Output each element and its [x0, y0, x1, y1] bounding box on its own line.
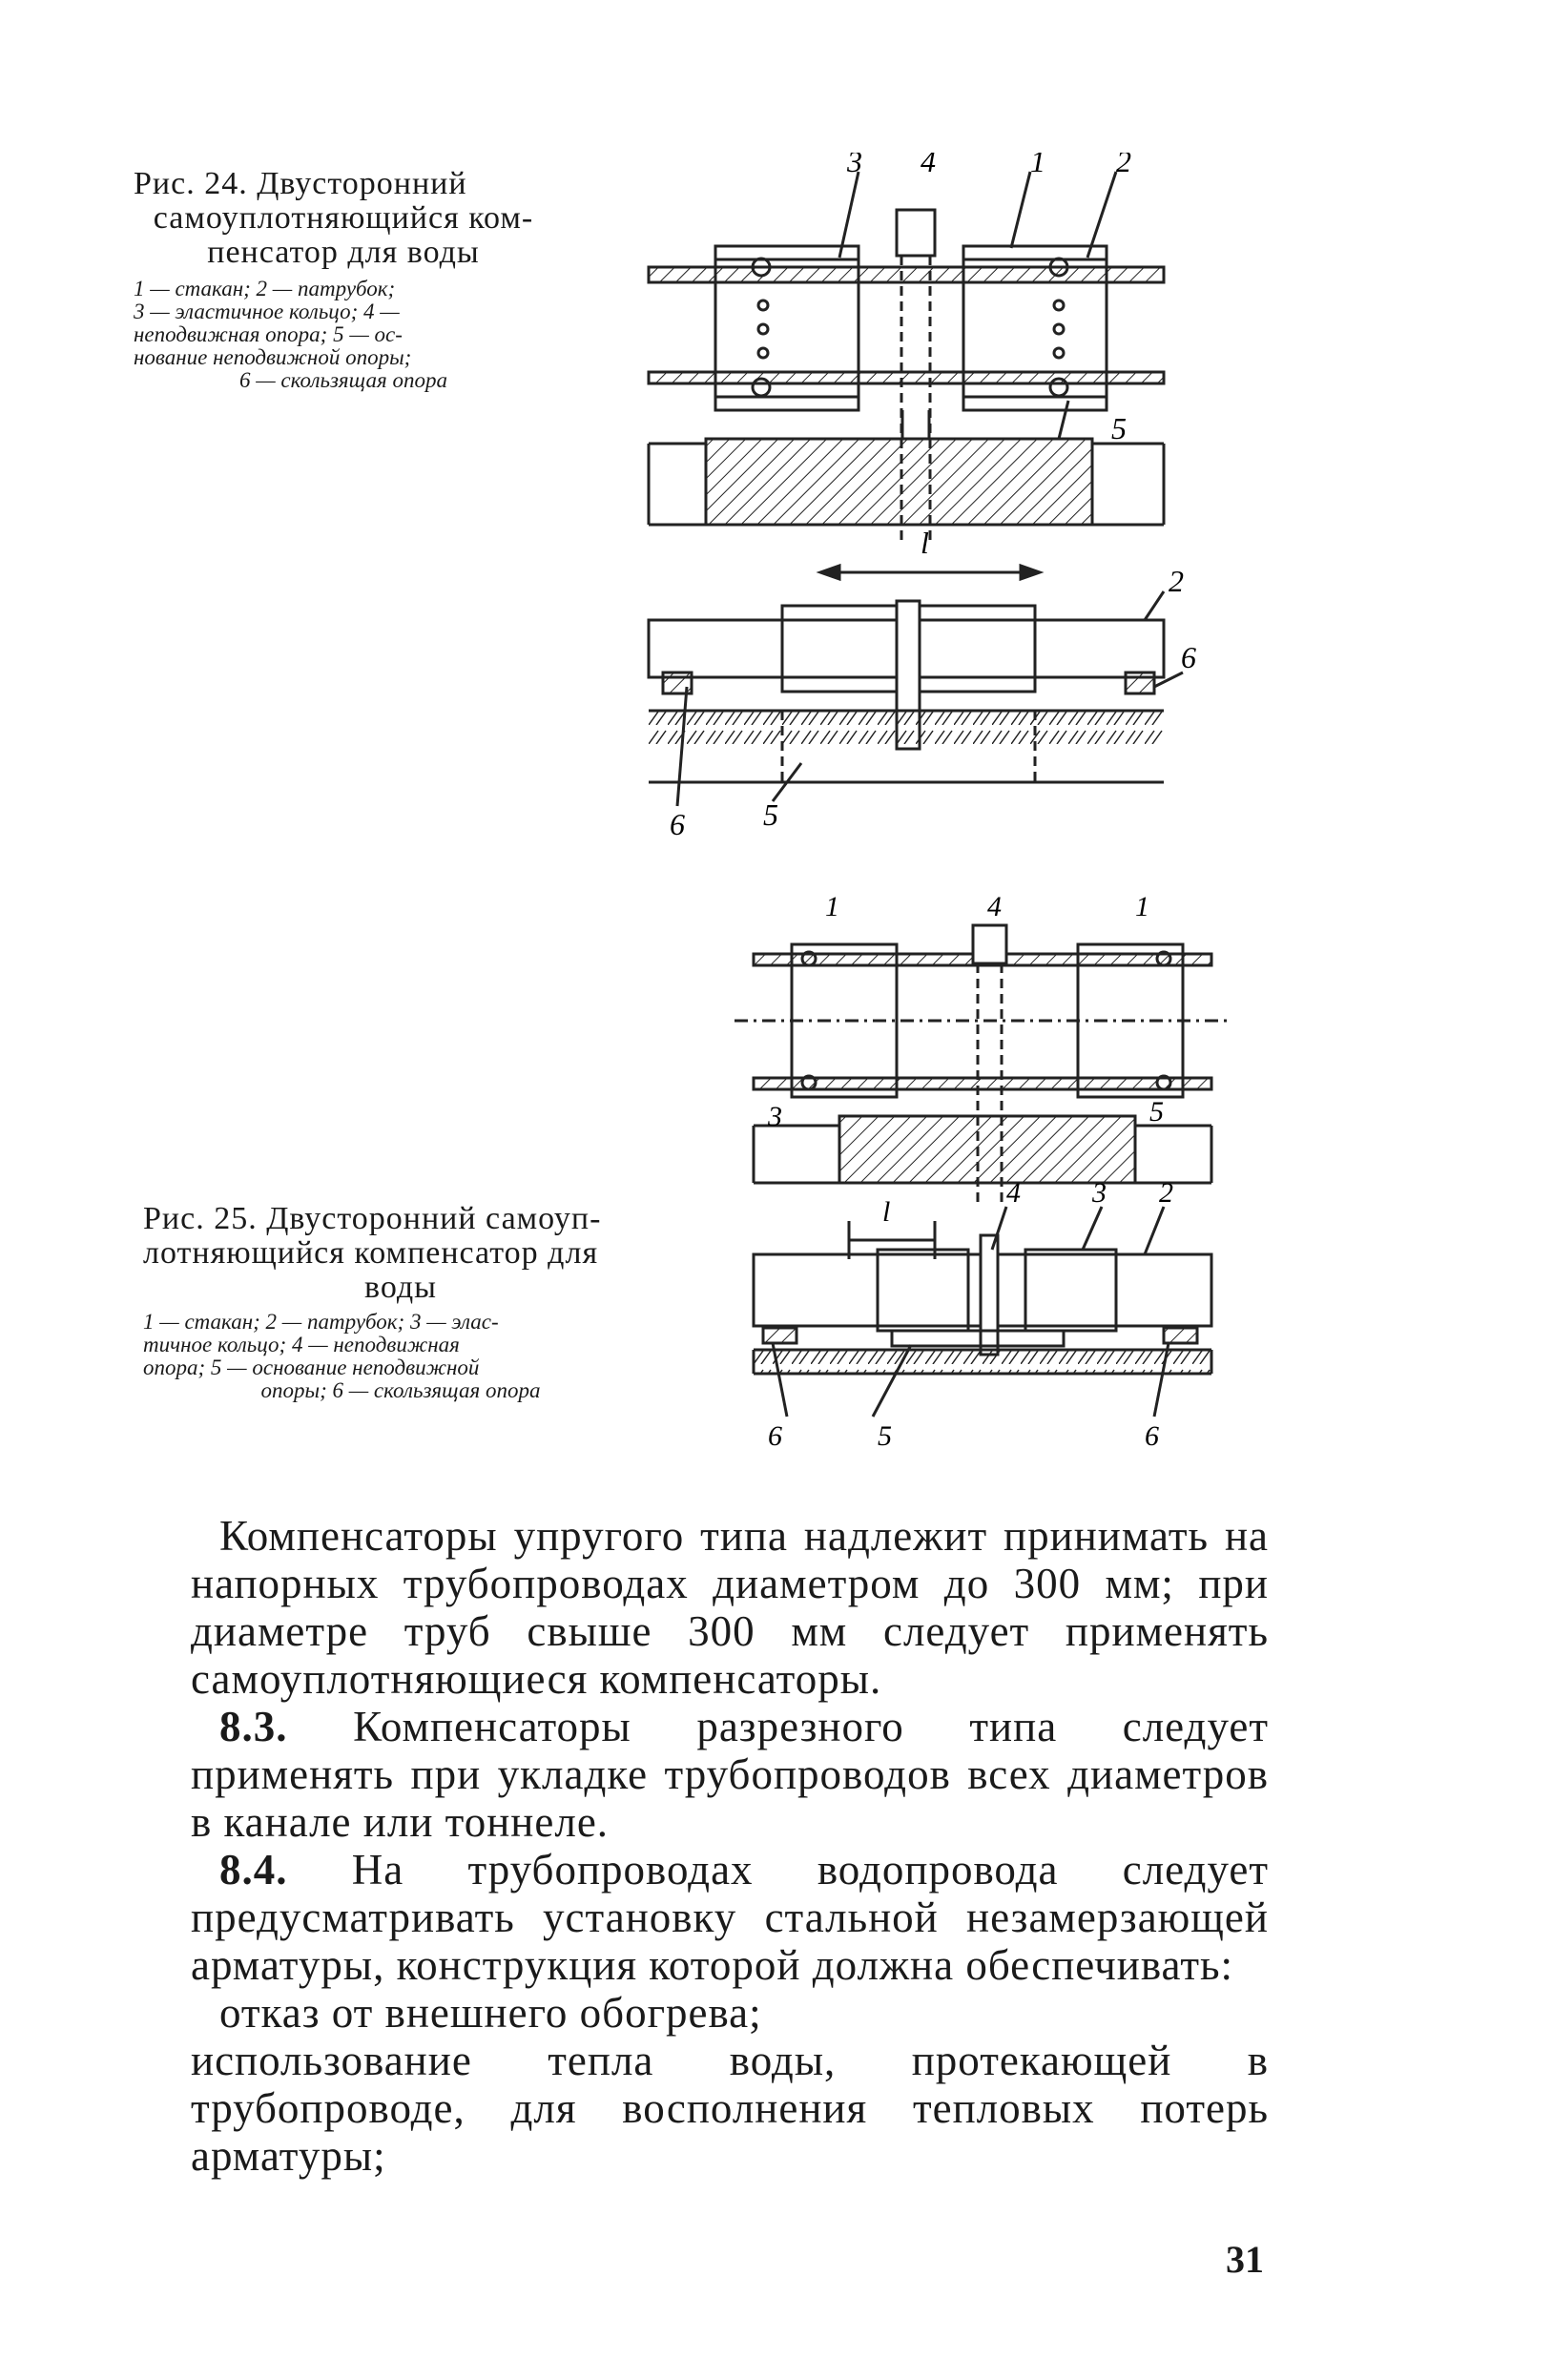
- figure-25-label-4: 4: [987, 891, 1002, 922]
- paragraph: [191, 1512, 1269, 1703]
- figure-24-label-3: 3: [847, 153, 862, 178]
- figure-24-label-4: 4: [921, 153, 936, 178]
- figure-24-caption: [134, 167, 553, 392]
- figure-24-legend-line: неподвижная опора; 5 — ос-: [134, 322, 403, 346]
- figure-25-label-6: 6: [768, 1420, 782, 1452]
- page-number: 31: [1226, 2238, 1264, 2281]
- figure-24-label-5: 5: [1111, 411, 1127, 445]
- figure-24-legend-line: 3 — эластичное кольцо; 4 —: [134, 300, 400, 323]
- paragraph: [191, 1703, 1269, 1846]
- paragraph-text: Компенсаторы разрезного типа следует применять при укладке трубопроводов всех диаметров в канале или тоннеле.: [191, 1703, 1269, 1846]
- clause-number: 8.3.: [219, 1703, 288, 1750]
- figure-24-label-6-bottom: 6: [670, 807, 685, 839]
- figure-24-legend-line: нование неподвижной опоры;: [134, 345, 412, 369]
- figure-24-title-line: Рис. 24. Двусторонний: [134, 166, 467, 201]
- figure-25-label-1-right: 1: [1135, 891, 1149, 922]
- figure-24-title-line: самоуплотняющийся ком-: [153, 200, 534, 236]
- figure-25-title-line: лотняющийся компенсатор для: [143, 1235, 599, 1271]
- figure-25-title-line: воды: [364, 1270, 437, 1305]
- figure-24-label-5-bottom: 5: [763, 797, 778, 832]
- figure-25-drawing: [735, 887, 1231, 1459]
- figure-24-label-2: 2: [1116, 153, 1131, 178]
- paragraph-text: отказ от внешнего обогрева;: [219, 1989, 762, 2037]
- figure-25-label-4-side: 4: [1006, 1177, 1021, 1209]
- figure-25-label-l: l: [882, 1196, 891, 1228]
- figure-25-label-5-bottom: 5: [878, 1420, 892, 1452]
- figure-25-legend-line: тичное кольцо; 4 — неподвижная: [143, 1333, 460, 1356]
- figure-25-label-3: 3: [768, 1101, 782, 1132]
- figure-25-label-1: 1: [825, 891, 839, 922]
- figure-25-legend-line: опоры; 6 — скользящая опора: [260, 1378, 541, 1402]
- paragraph: [191, 2037, 1269, 2180]
- figure-24-title-line: пенсатор для воды: [207, 235, 480, 270]
- paragraph: [191, 1846, 1269, 1989]
- figure-24-drawing: [610, 153, 1202, 839]
- figure-25-label-5: 5: [1149, 1096, 1164, 1128]
- figure-25-legend-line: 1 — стакан; 2 — патрубок; 3 — элас-: [143, 1310, 499, 1334]
- figure-24-label-6: 6: [1181, 640, 1196, 674]
- body-text: [191, 1512, 1269, 2180]
- figure-24-legend-line: 6 — скользящая опора: [238, 368, 447, 392]
- paragraph: [191, 1989, 1269, 2037]
- figure-24-legend-line: 1 — стакан; 2 — патрубок;: [134, 277, 396, 300]
- figure-24-label-l: l: [921, 526, 929, 560]
- figure-25-label-3-side: 3: [1092, 1177, 1107, 1209]
- figure-25-label-6-right: 6: [1145, 1420, 1159, 1452]
- clause-number: 8.4.: [219, 1846, 288, 1894]
- figure-25-legend-line: опора; 5 — основание неподвижной: [143, 1356, 480, 1379]
- figure-25-title-line: Рис. 25. Двусторонний самоуп-: [143, 1201, 602, 1236]
- figure-25-label-2: 2: [1159, 1177, 1173, 1209]
- figure-24-label-1: 1: [1030, 153, 1045, 178]
- paragraph-text: использование тепла воды, протекающей в трубопроводе, для восполнения тепловых потерь арматуры;: [191, 2037, 1269, 2180]
- paragraph-text: Компенсаторы упругого типа надлежит принимать на напорных трубопроводах диаметром до 300 мм; при диаметре труб свыше 300 мм следует применять самоуплотняющиеся компенсаторы.: [191, 1512, 1269, 1703]
- figure-24-label-2-side: 2: [1169, 564, 1184, 598]
- paragraph-text: На трубопроводах водопровода следует предусматривать установку стальной незамерзающей арматуры, конструкция которой должна обеспечивать:: [191, 1846, 1269, 1989]
- figure-25-caption: [143, 1202, 658, 1402]
